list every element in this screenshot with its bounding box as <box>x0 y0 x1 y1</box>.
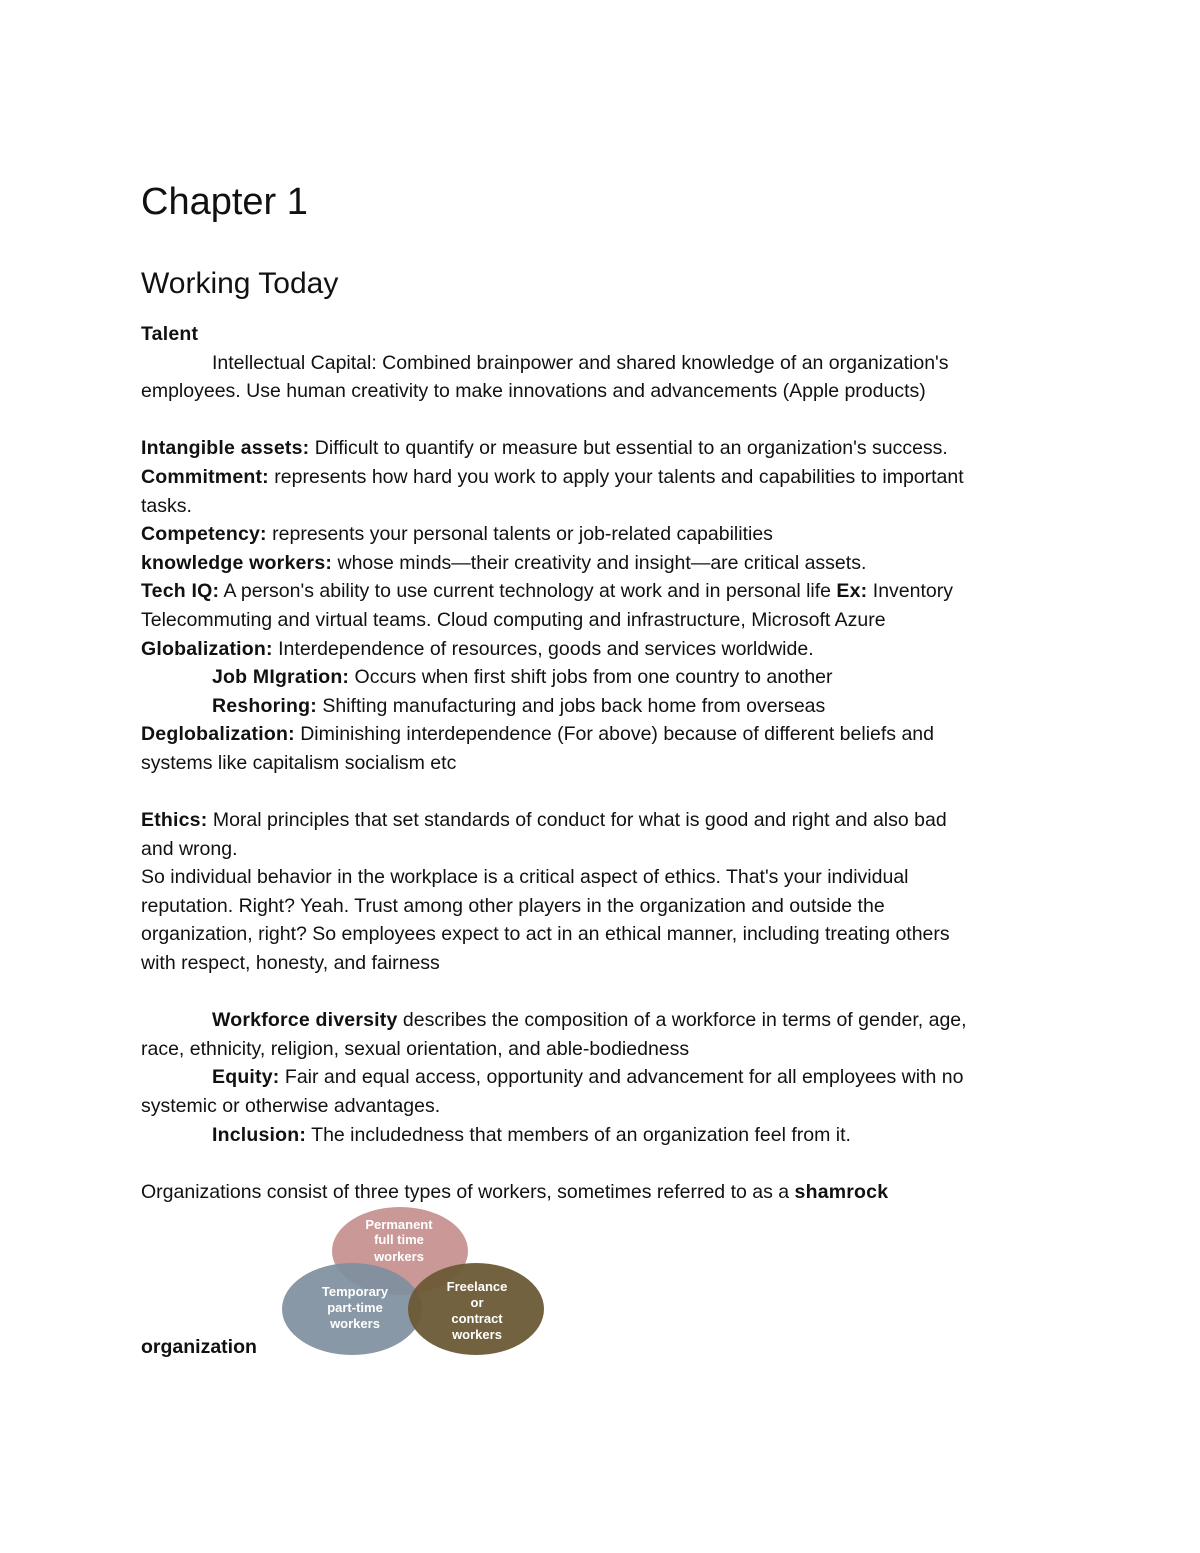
competency: Competency: represents your personal talents or job-related capabilities <box>141 523 773 546</box>
deglobalization: Deglobalization: Diminishing interdependence (For above) because of different beliefs and <box>141 723 934 746</box>
globalization: Globalization: Interdependence of resources, goods and services worldwide. <box>141 637 814 660</box>
talent-heading: Talent <box>141 323 199 345</box>
job-migration: Job MIgration: Occurs when first shift jobs from one country to another <box>212 666 833 689</box>
equity: Equity: Fair and equal access, opportunity and advancement for all employees with no <box>212 1066 964 1089</box>
shamrock-organization-label: organization <box>141 1336 257 1358</box>
workforce-diversity: Workforce diversity describes the composition of a workforce in terms of gender, age, <box>212 1009 967 1032</box>
spacer <box>141 406 1061 435</box>
temporary-label: workers <box>330 1316 380 1331</box>
ethics: Ethics: Moral principles that set standards of conduct for what is good and right and also bad <box>141 809 947 832</box>
reshoring: Reshoring: Shifting manufacturing and jobs back home from overseas <box>212 694 826 717</box>
intellectual-capital-line1: Intellectual Capital: Combined brainpower and shared knowledge of an organization's <box>212 351 949 374</box>
section-title: Working Today <box>141 267 339 300</box>
inclusion: Inclusion: The includedness that members of an organization feel from it. <box>212 1123 851 1146</box>
shamrock-venn-diagram <box>278 1205 550 1357</box>
ethics-paragraph-line: So individual behavior in the workplace is a critical aspect of ethics. That's your individual <box>141 866 909 889</box>
spacer <box>141 978 1061 1007</box>
tech-iq: Tech IQ: A person's ability to use current technology at work and in personal life Ex: Inventory <box>141 580 954 603</box>
equity-cont: systemic or otherwise advantages. <box>141 1095 441 1118</box>
temporary-label: Temporary <box>321 1284 389 1299</box>
intangible-assets: Intangible assets: Difficult to quantify or measure but essential to an organization's success. <box>141 437 948 460</box>
commitment: Commitment: represents how hard you work to apply your talents and capabilities to important <box>141 465 964 488</box>
chapter-title: Chapter 1 <box>141 181 308 223</box>
document-body <box>141 320 1061 1206</box>
freelance-label: or <box>470 1295 484 1310</box>
workforce-diversity-cont: race, ethnicity, religion, sexual orientation, and able-bodiedness <box>141 1037 690 1060</box>
permanent-label: full time <box>374 1232 424 1247</box>
knowledge-workers: knowledge workers: whose minds—their creativity and insight—are critical assets. <box>141 551 867 574</box>
freelance-label: contract <box>451 1311 503 1326</box>
freelance-label: workers <box>452 1327 502 1342</box>
shamrock-intro: Organizations consist of three types of workers, sometimes referred to as a shamrock <box>141 1180 889 1203</box>
permanent-label: Permanent <box>365 1217 433 1232</box>
permanent-label: workers <box>374 1249 424 1264</box>
intellectual-capital-line2: employees. Use human creativity to make innovations and advancements (Apple products) <box>141 380 926 403</box>
commitment-cont: tasks. <box>141 494 192 517</box>
spacer <box>141 1149 1061 1178</box>
temporary-label: part-time <box>327 1300 383 1315</box>
deglobalization-cont: systems like capitalism socialism etc <box>141 751 457 774</box>
ethics-cont: and wrong. <box>141 837 238 860</box>
ethics-paragraph-line: with respect, honesty, and fairness <box>141 952 440 975</box>
freelance-label: Freelance <box>446 1279 508 1294</box>
ethics-paragraph-line: reputation. Right? Yeah. Trust among other players in the organization and outside the <box>141 894 885 917</box>
tech-iq-cont: Telecommuting and virtual teams. Cloud computing and infrastructure, Microsoft Azure <box>141 608 886 631</box>
ethics-paragraph-line: organization, right? So employees expect to act in an ethical manner, including treating others <box>141 923 950 946</box>
spacer <box>141 778 1061 807</box>
